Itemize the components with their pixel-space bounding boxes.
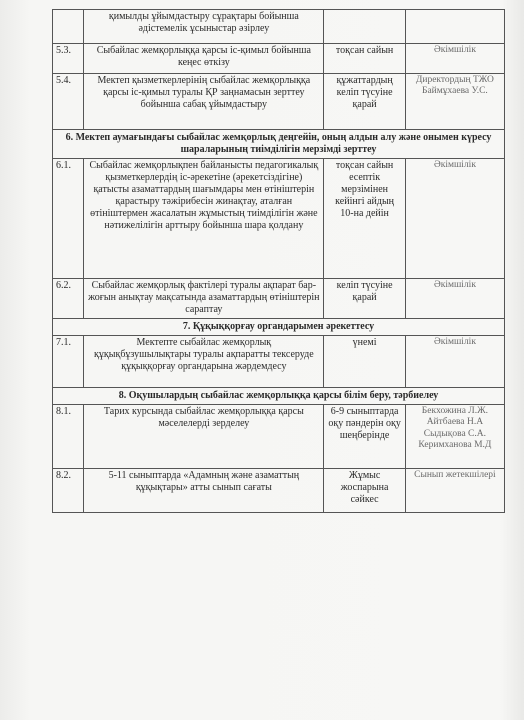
activity-cell: Тарих курсында сыбайлас жемқорлыққа қарсы мәселелерді зерделеу <box>84 405 324 469</box>
action-plan-table <box>52 9 505 513</box>
activity-cell: Сыбайлас жемқорлыққа қарсы іс-қимыл бойынша кеңес өткізу <box>84 44 324 74</box>
activity-cell: қимылды ұйымдастыру сұрақтары бойынша әдістемелік ұсыныстар әзірлеу <box>84 10 324 44</box>
activity-cell: 5-11 сыныптарда «Адамның және азаматтың құқықтары» атты сынып сағаты <box>84 469 324 513</box>
row-number: 7.1. <box>53 336 84 388</box>
section-heading <box>53 319 505 336</box>
table-row <box>53 159 505 279</box>
responsible-cell <box>405 10 504 44</box>
table-row <box>53 74 505 130</box>
section-title: 6. Мектеп аумағындағы сыбайлас жемқорлық деңгейін, оның алдын алу және онымен күресу шараларының тиімділігін мерзімді зерттеу <box>53 130 505 159</box>
activity-cell: Мектепте сыбайлас жемқорлық құқықбұзушылықтары туралы ақпаратты тексеруде құқыққорғау органдарына жәрдемдесу <box>84 336 324 388</box>
activity-cell: Сыбайлас жемқорлықпен байланысты педагогикалық қызметкерлердің іс-әрекетіне (әрекетсіздігіне) қатысты азаматтардың шағымдары мен өтініштерін қарастыру тәжірибесін жинақтау, аталған өтініштермен жасалатын жұмыстың тиімділігін және нәтижелілігін арттыру бойынша шара қолдану <box>84 159 324 279</box>
row-number <box>53 10 84 44</box>
table-row <box>53 279 505 319</box>
term-cell <box>324 10 405 44</box>
term-cell: Жұмыс жоспарына сәйкес <box>324 469 405 513</box>
table-row <box>53 336 505 388</box>
responsible-cell: Әкімшілік <box>405 336 504 388</box>
responsible-cell: Директордың ТЖО Баймұхаева У.С. <box>405 74 504 130</box>
responsible-cell: Бекхожина Л.Ж. Айтбаева Н.А Сыдықова С.А. Керимханова М.Д <box>405 405 504 469</box>
section-heading <box>53 130 505 159</box>
row-number: 8.2. <box>53 469 84 513</box>
table-row <box>53 10 505 44</box>
table-row <box>53 405 505 469</box>
responsible-cell: Әкімшілік <box>405 44 504 74</box>
term-cell: тоқсан сайын <box>324 44 405 74</box>
row-number: 5.3. <box>53 44 84 74</box>
table-row <box>53 469 505 513</box>
term-cell: тоқсан сайын есептік мерзімінен кейінгі айдың 10-на дейін <box>324 159 405 279</box>
term-cell: құжаттардың келіп түсуіне қарай <box>324 74 405 130</box>
responsible-cell: Әкімшілік <box>405 159 504 279</box>
row-number: 8.1. <box>53 405 84 469</box>
row-number: 6.2. <box>53 279 84 319</box>
section-title: 7. Құқыққорғау органдарымен әрекеттесу <box>53 319 505 336</box>
responsible-cell: Әкімшілік <box>405 279 504 319</box>
activity-cell: Сыбайлас жемқорлық фактілері туралы ақпарат бар-жоғын анықтау мақсатында азаматтардың өтініштерін сараптау <box>84 279 324 319</box>
term-cell: келіп түсуіне қарай <box>324 279 405 319</box>
row-number: 5.4. <box>53 74 84 130</box>
responsible-cell: Сынып жетекшілері <box>405 469 504 513</box>
term-cell: үнемі <box>324 336 405 388</box>
table-row <box>53 44 505 74</box>
term-cell: 6-9 сыныптарда оқу пәндерін оқу шеңберінде <box>324 405 405 469</box>
section-heading <box>53 388 505 405</box>
activity-cell: Мектеп қызметкерлерінің сыбайлас жемқорлыққа қарсы іс-қимыл туралы ҚР заңнамасын зерттеу бойынша сабақ ұйымдастыру <box>84 74 324 130</box>
row-number: 6.1. <box>53 159 84 279</box>
section-title: 8. Оқушылардың сыбайлас жемқорлыққа қарсы білім беру, тәрбиелеу <box>53 388 505 405</box>
